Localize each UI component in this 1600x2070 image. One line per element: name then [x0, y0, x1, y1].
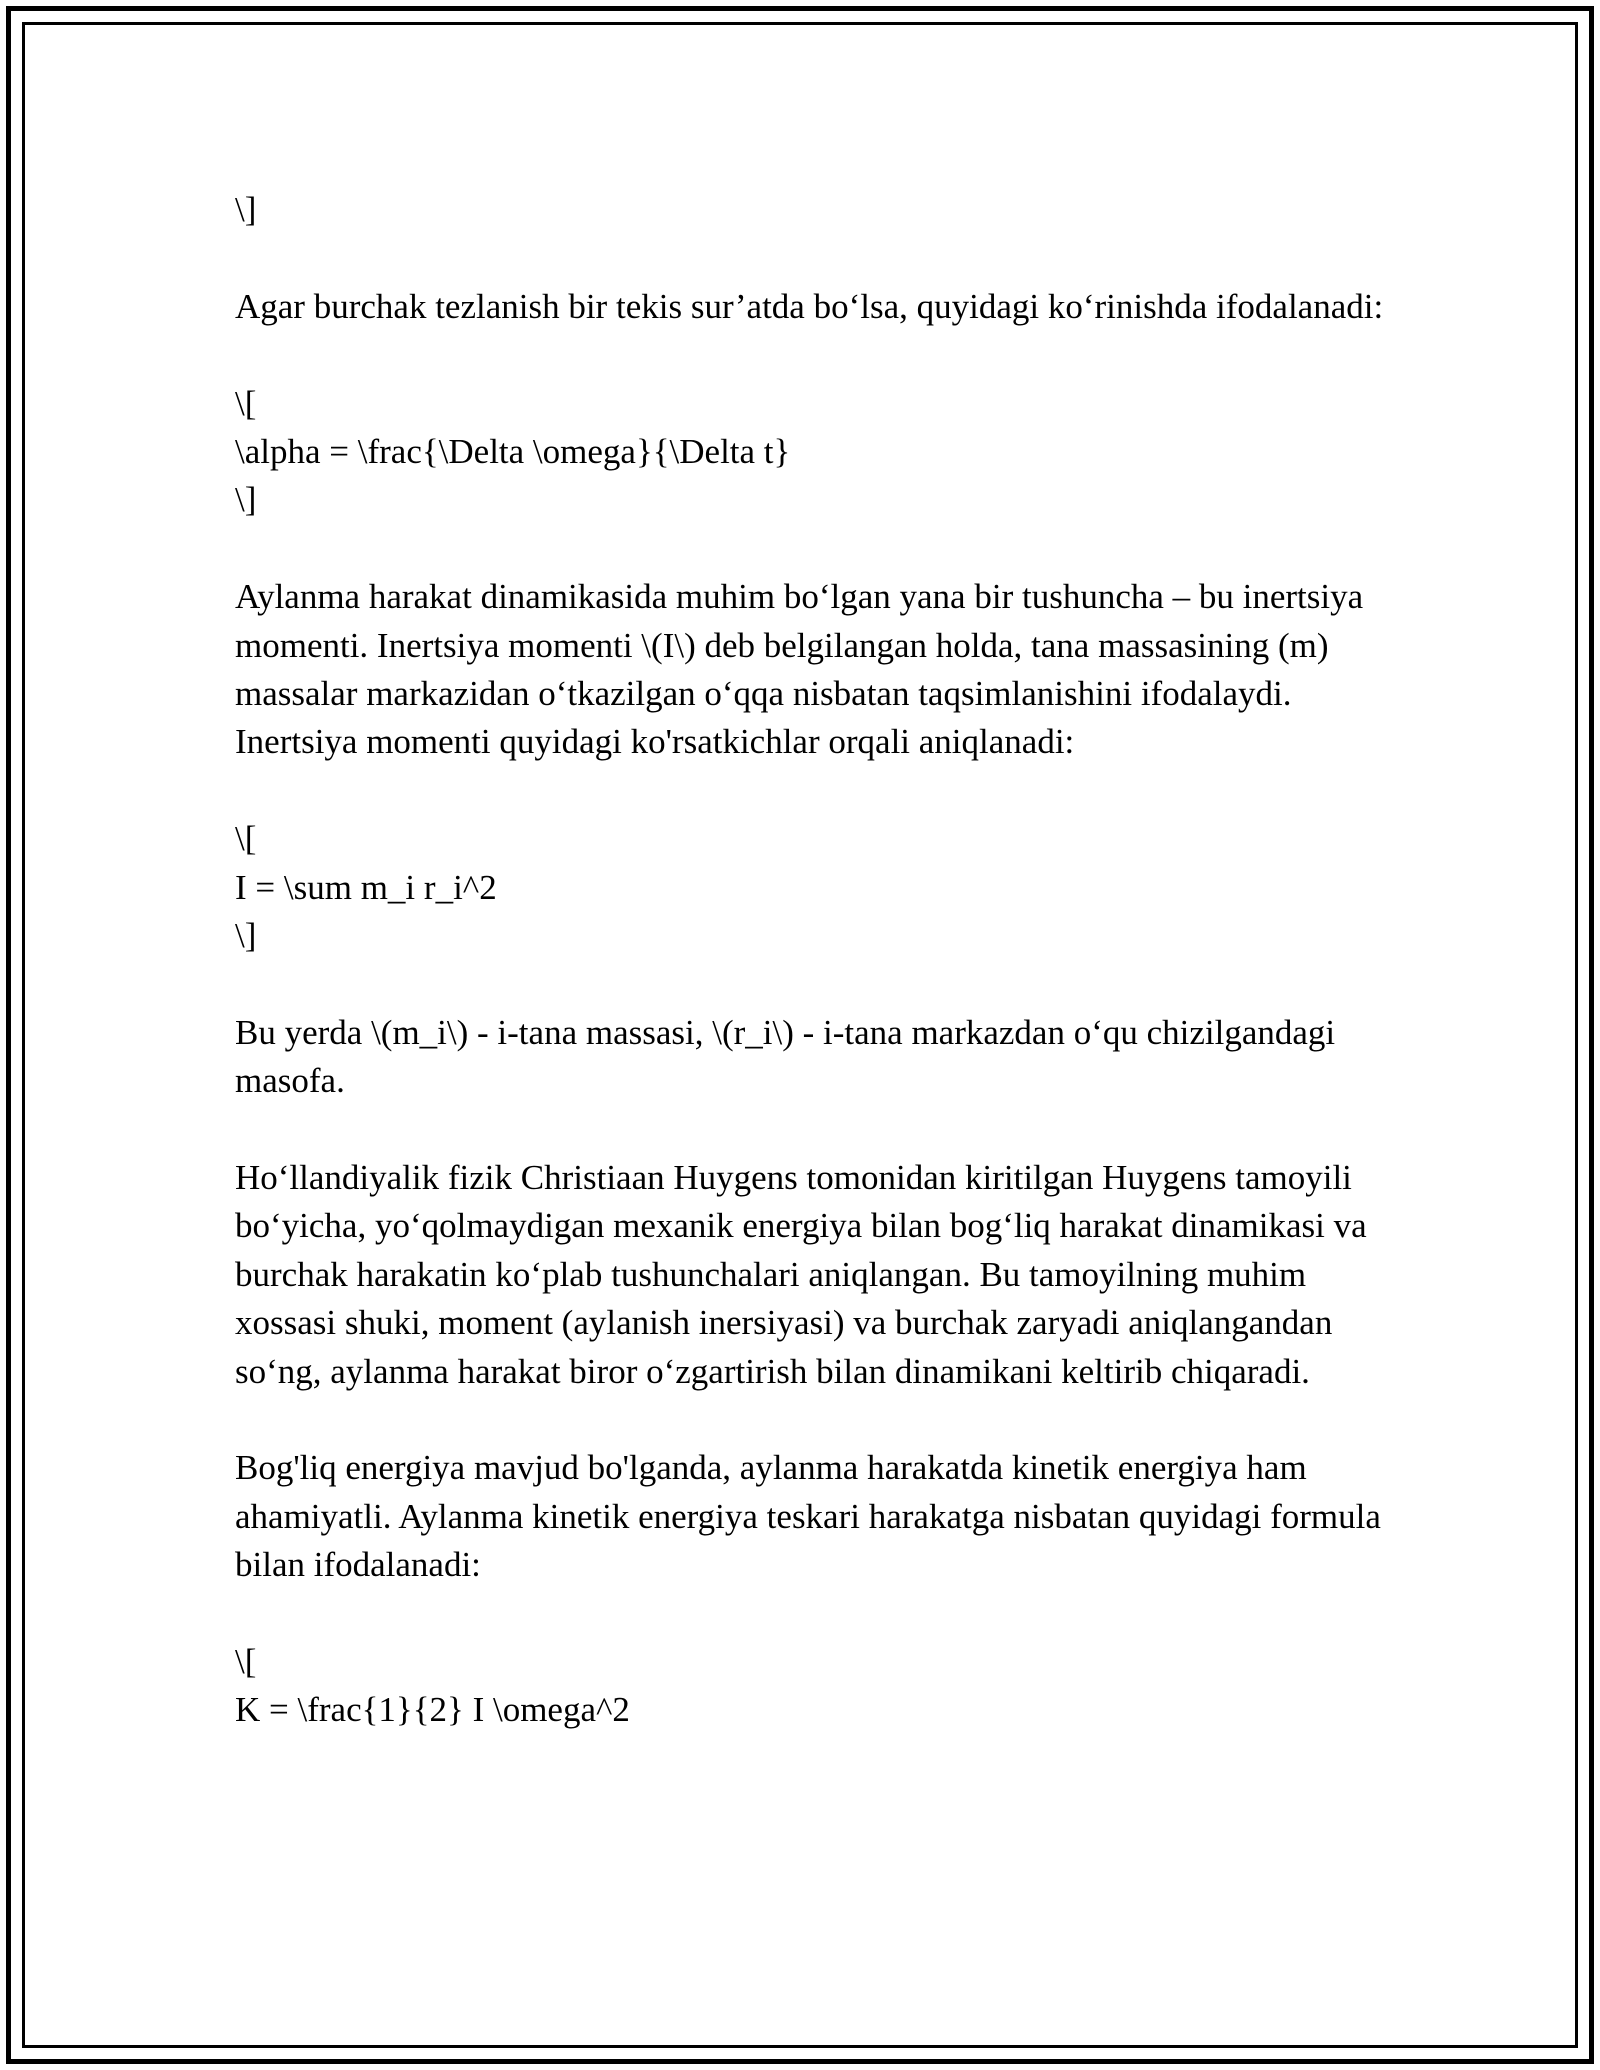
- equation-block: [235, 815, 1385, 960]
- equation-line: \[: [235, 383, 257, 423]
- equation-line: \]: [235, 916, 257, 956]
- equation-block: [235, 1638, 1385, 1735]
- equation-line: I = \sum m_i r_i^2: [235, 867, 497, 907]
- equation-line: \]: [235, 480, 257, 520]
- document-body: [235, 186, 1385, 1783]
- paragraph: Ho‘llandiyalik fizik Christiaan Huygens tomonidan kiritilgan Huygens tamoyili bo‘yicha, yo‘qolmaydigan mexanik energiya bilan bog‘liq harakat dinamikasi va burchak harakatin ko‘plab tushunchalari aniqlangan. Bu tamoyilning muhim xossasi shuki, moment (aylanish inersiyasi) va burchak zaryadi aniqlangandan so‘ng, aylanma harakat biror o‘zgartirish bilan dinamikani keltirib chiqaradi.: [235, 1158, 1367, 1391]
- equation-line: \alpha = \frac{\Delta \omega}{\Delta t}: [235, 432, 791, 471]
- paragraph: Bu yerda \(m_i\) - i-tana massasi, \(r_i\) - i-tana markazdan o‘qu chizilgandagi masofa.: [235, 1012, 1336, 1101]
- paragraph: Bog'liq energiya mavjud bo'lganda, aylanma harakatda kinetik energiya ham ahamiyatli. Aylanma kinetik energiya teskari harakatga nisbatan quyidagi formula bilan ifodalanadi:: [235, 1448, 1381, 1585]
- equation-block: [235, 186, 1385, 234]
- paragraph: Aylanma harakat dinamikasida muhim bo‘lgan yana bir tushuncha – bu inertsiya momenti. Inertsiya momenti \(I\) deb belgilangan holda, tana massasining (m) massalar markazidan o‘tkazilgan o‘qqa nisbatan taqsimlanishini ifodalaydi. Inertsiya momenti quyidagi ko'rsatkichlar orqali aniqlanadi:: [235, 577, 1364, 762]
- equation-line: \[: [235, 1642, 257, 1682]
- equation-line: \[: [235, 819, 257, 859]
- equation-line: \]: [235, 190, 257, 229]
- paragraph: Agar burchak tezlanish bir tekis sur’atda bo‘lsa, quyidagi ko‘rinishda ifodalanadi:: [235, 286, 1384, 326]
- equation-line: K = \frac{1}{2} I \omega^2: [235, 1690, 630, 1730]
- equation-block: [235, 380, 1385, 525]
